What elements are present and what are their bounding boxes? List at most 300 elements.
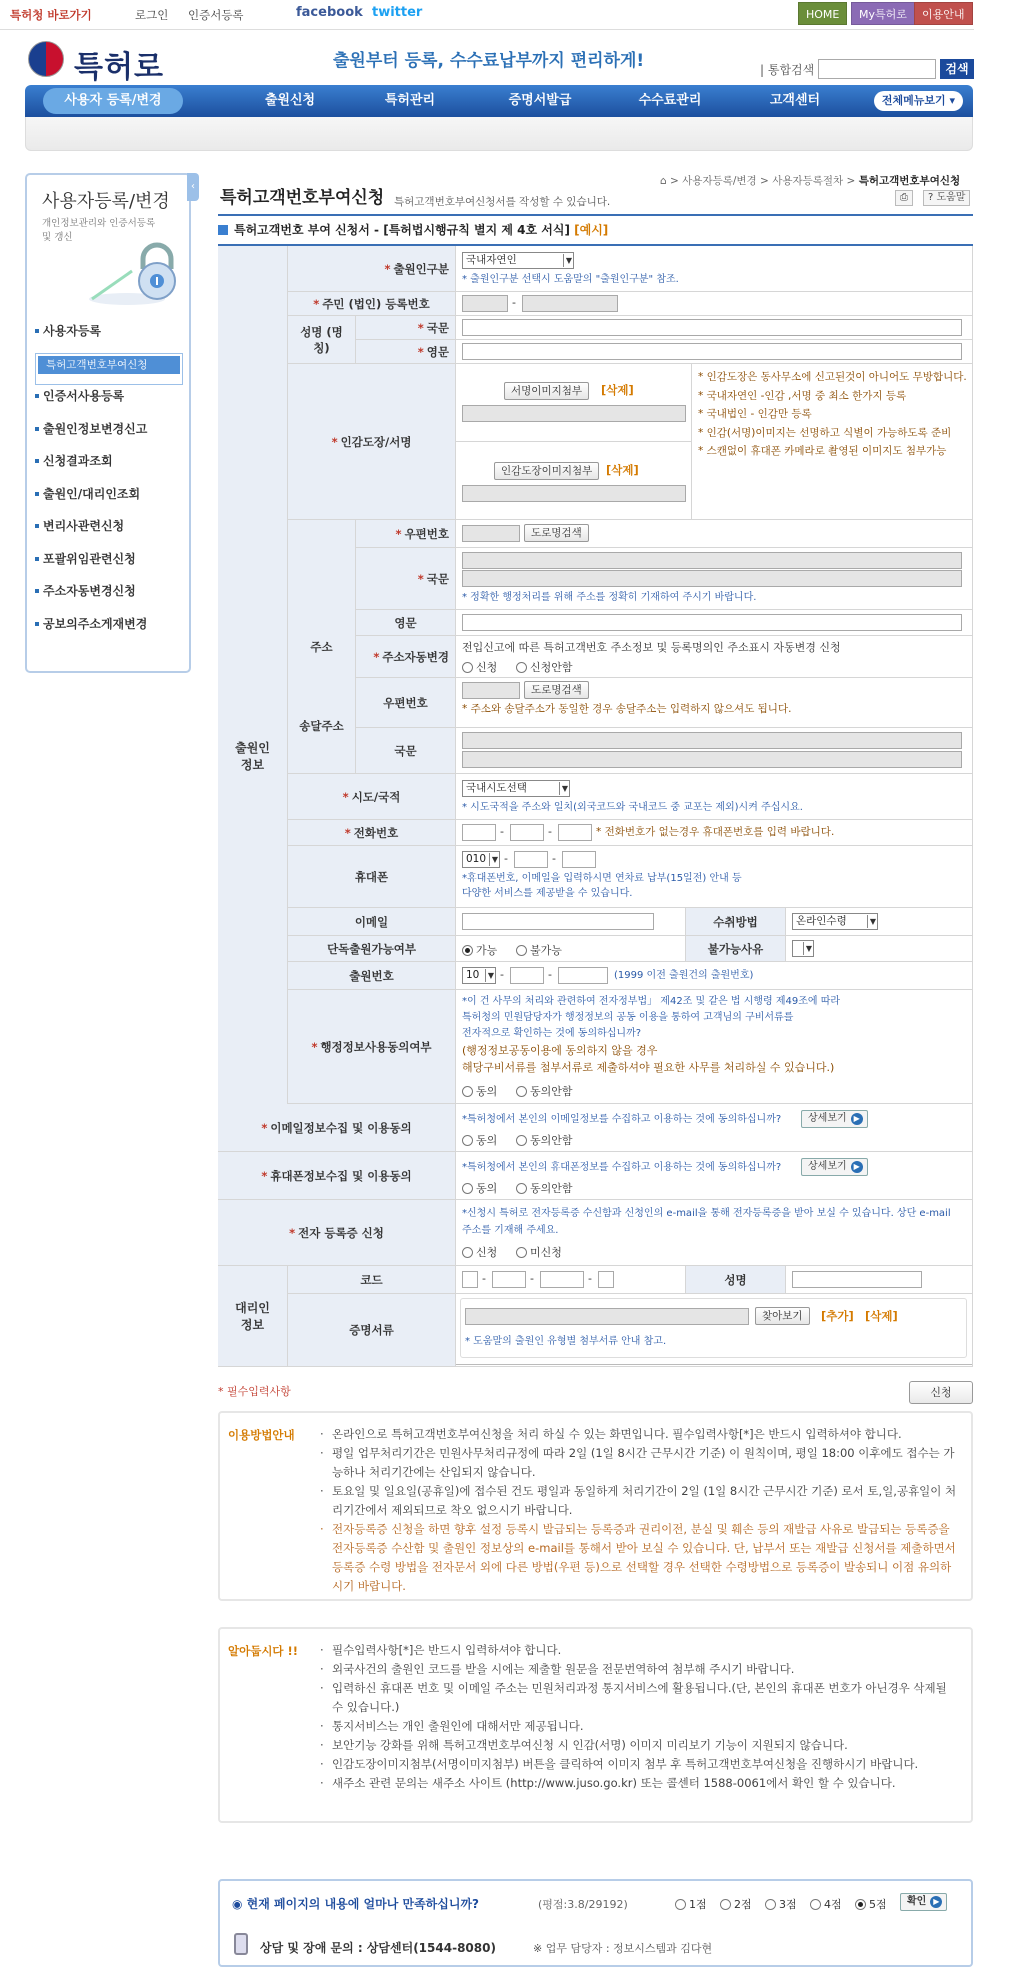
label-text: 불가능사유 xyxy=(707,941,764,956)
app-no-year-input[interactable] xyxy=(510,967,544,984)
list-item: · 외국사건의 출원인 코드를 받을 시에는 제출할 원문을 전문번역하여 첨부해 주시기 바랍니다. xyxy=(320,1660,960,1679)
required-note: * 필수입력사항 xyxy=(218,1385,291,1398)
rating-3-radio[interactable] xyxy=(765,1896,797,1912)
applicant-type-note: * 출원인구분 선택시 도움말의 "출원인구분" 참조. xyxy=(462,274,679,285)
auto-change-not-apply-radio[interactable] xyxy=(516,659,573,675)
cert-register-label[interactable]: 인증서등록 xyxy=(188,8,244,22)
radio-icon[interactable] xyxy=(720,1899,731,1910)
rating-2-radio[interactable] xyxy=(720,1896,752,1912)
radio-label: 1점 xyxy=(689,1898,707,1911)
email-consent-label: * 이메일정보수집 및 이용동의 xyxy=(218,1104,456,1152)
agent-doc-note: * 도움말의 출원인 유형별 첨부서류 안내 참고. xyxy=(465,1336,667,1347)
label-text: 국문 xyxy=(426,571,449,586)
arrow-right-icon: ▶ xyxy=(851,1113,863,1125)
admin-info-warn-line: (행정정보공동이용에 동의하지 않을 경우 xyxy=(462,1044,658,1057)
auto-change-desc: 전입신고에 따른 특허고객번호 주소정보 및 등록명의인 주소표시 자동변경 신청 xyxy=(462,641,841,654)
sidebar-item-user-register[interactable]: 사용자등록 xyxy=(35,320,183,353)
agent-doc-path xyxy=(465,1308,749,1325)
agent-code-input-2[interactable] xyxy=(492,1271,526,1288)
login-link[interactable] xyxy=(135,7,168,23)
phone-input-3[interactable] xyxy=(558,824,592,841)
admin-info-line: 전자적으로 확인하는 것에 동의하십니까? xyxy=(462,1028,642,1039)
applicant-type-cell xyxy=(456,246,973,292)
email-consent-text: *특허청에서 본인의 이메일정보를 수집하고 이용하는 것에 동의하십니까? xyxy=(462,1114,782,1125)
admin-info-cell xyxy=(456,990,973,1104)
search-label-text: 통합검색 xyxy=(767,63,815,77)
radio-icon[interactable] xyxy=(462,662,473,673)
mailing-road-search-button[interactable]: 도로명검색 xyxy=(524,681,589,699)
email-agree-radio[interactable] xyxy=(462,1132,497,1148)
gnb-application[interactable]: 출원신청 xyxy=(264,93,316,108)
agent-doc-cell xyxy=(456,1294,973,1367)
usage-guide-title: 이용방법안내 xyxy=(228,1428,295,1442)
mobile-disagree-radio[interactable] xyxy=(516,1180,573,1196)
satisfaction-question xyxy=(232,1895,479,1912)
email-disagree-radio[interactable] xyxy=(516,1132,573,1148)
radio-icon[interactable] xyxy=(516,662,527,673)
mobile-consent-cell xyxy=(456,1152,973,1200)
mobile-note-line: *휴대폰번호, 이메일을 입력하시면 연차료 납부(15일전) 안내 등 xyxy=(462,873,742,884)
agent-code-label xyxy=(288,1266,456,1294)
address-kr-cell xyxy=(456,548,973,610)
email-cell xyxy=(456,908,686,936)
radio-label: 2점 xyxy=(734,1898,752,1911)
dash: - xyxy=(500,968,504,981)
admin-agree-radio[interactable] xyxy=(462,1083,497,1099)
label-text: 휴대폰정보수집 및 이용동의 xyxy=(270,1168,412,1183)
help-button[interactable]: ? 도움말 xyxy=(923,190,970,206)
radio-label: 미신청 xyxy=(530,1246,562,1259)
print-icon[interactable]: ⎙ xyxy=(895,190,913,206)
phone-input-1[interactable] xyxy=(462,824,496,841)
breadcrumb-item[interactable]: 사용자등록절차 xyxy=(772,175,844,187)
dash: - xyxy=(588,1272,592,1285)
seal-note: * 국내법인 - 인감만 등록 xyxy=(698,408,812,420)
admin-disagree-radio[interactable] xyxy=(516,1083,573,1099)
phone-input-2[interactable] xyxy=(510,824,544,841)
radio-label: 가능 xyxy=(476,944,498,957)
seal-image-path xyxy=(462,485,686,502)
rating-1-radio[interactable] xyxy=(675,1896,707,1912)
list-item: · 평일 업무처리기간은 민원사무처리규정에 따라 2일 (1일 8시간 근무시간 기준) 이 원칙이며, 평일 18:00 이후에도 접수는 가능하나 처리기간에는 산입되지 않습니다. xyxy=(320,1444,960,1482)
mobile-input-2[interactable] xyxy=(514,851,548,868)
sidebar-item-cert-use[interactable]: 인증서사용등록 xyxy=(35,385,183,418)
list-item: · 새주소 관련 문의는 새주소 사이트 (http://www.juso.go.kr) 또는 콜센터 1588-0061에서 확인 할 수 있습니다. xyxy=(320,1774,960,1793)
applicant-type-label: * 출원인구분 xyxy=(288,246,456,292)
notice-title: 알아둡시다 !! xyxy=(228,1644,299,1658)
radio-icon[interactable] xyxy=(675,1899,686,1910)
app-no-cell xyxy=(456,962,973,990)
agent-doc-delete-link[interactable]: [삭제] xyxy=(865,1309,898,1323)
radio-icon[interactable] xyxy=(516,1135,527,1146)
search-button[interactable]: 검색 xyxy=(940,59,974,79)
sidebar-item-attorney[interactable]: 변리사관련신청 xyxy=(35,515,183,548)
sign-image-attach-button[interactable]: 서명이미지첨부 xyxy=(504,382,589,400)
label-text: 주민 (법인) 등록번호 xyxy=(322,296,430,311)
impossible-reason-label xyxy=(686,936,786,962)
label-text: 행정정보사용동의여부 xyxy=(320,1039,432,1054)
sign-image-path xyxy=(462,405,686,422)
name-en-label: * 영문 xyxy=(356,340,456,364)
breadcrumb-current: 특허고객번호부여신청 xyxy=(858,175,961,187)
arrow-right-icon: ▶ xyxy=(851,1161,863,1173)
mobile-prefix-select[interactable]: 010 ▼ xyxy=(462,851,500,868)
auto-change-label: * 주소자동변경 xyxy=(356,636,456,678)
radio-label: 동의안함 xyxy=(530,1182,573,1195)
detail-label: 상세보기 xyxy=(808,1113,847,1124)
breadcrumb: ⌂ > 사용자등록/변경 > 사용자등록절차 > 특허고객번호부여신청 xyxy=(660,175,961,187)
sign-image-delete-link[interactable]: [삭제] xyxy=(601,383,634,397)
sidebar-collapse-button[interactable] xyxy=(187,173,199,201)
resident-no-front-input[interactable] xyxy=(462,295,508,312)
mobile-consent-text: *특허청에서 본인의 휴대폰정보를 수집하고 이용하는 것에 동의하십니까? xyxy=(462,1162,782,1173)
radio-label: 신청안함 xyxy=(530,661,573,674)
confirm-label: 확인 xyxy=(907,1896,927,1907)
agent-code-input-3[interactable] xyxy=(540,1271,584,1288)
email-input[interactable] xyxy=(462,913,654,930)
radio-icon[interactable] xyxy=(810,1899,821,1910)
email-label xyxy=(288,908,456,936)
region-select[interactable]: 국내시도선택 ▼ xyxy=(462,780,570,797)
receive-method-label xyxy=(686,908,786,936)
app-no-prefix-select[interactable]: 10 ▼ xyxy=(462,967,496,984)
dash: - xyxy=(500,825,504,838)
app-no-label xyxy=(288,962,456,990)
label-text: 출원인구분 xyxy=(393,261,449,276)
radio-icon[interactable] xyxy=(462,1086,473,1097)
seal-notes-cell xyxy=(692,364,973,520)
page-description: 특허고객번호부여신청서를 작성할 수 있습니다. xyxy=(394,196,611,208)
notice-list xyxy=(320,1641,960,1793)
address-kr-input-2[interactable] xyxy=(462,570,962,587)
impossible-reason-select[interactable] xyxy=(792,940,814,957)
radio-label: 동의안함 xyxy=(530,1085,573,1098)
ecert-apply-radio[interactable] xyxy=(462,1244,497,1260)
search-label: | 통합검색 xyxy=(760,63,815,77)
name-en-cell xyxy=(456,340,973,364)
admin-info-label: * 행정정보사용동의여부 xyxy=(288,990,456,1104)
label-text: 휴대폰 xyxy=(354,869,389,884)
label-text: 주소자동변경 xyxy=(382,649,449,664)
breadcrumb-item[interactable]: 사용자등록/변경 xyxy=(682,175,757,187)
kipo-shortcut-link[interactable]: 특허청 바로가기 xyxy=(10,8,92,22)
group-label: 대리인 정보 xyxy=(235,1301,270,1332)
rating-confirm-button[interactable] xyxy=(900,1893,947,1911)
list-item: · 온라인으로 특허고객번호부여신청을 처리 하실 수 있는 화면입니다. 필수입력사항[*]은 반드시 입력하셔야 합니다. xyxy=(320,1425,960,1444)
mobile-agree-radio[interactable] xyxy=(462,1180,497,1196)
agent-doc-label xyxy=(288,1294,456,1367)
label-text: 국문 xyxy=(426,320,449,335)
label-text: 전자 등록증 신청 xyxy=(298,1225,384,1240)
satisfaction-score: (평점:3.8/29192) xyxy=(538,1898,628,1911)
region-cell xyxy=(456,774,973,820)
agent-code-input-4[interactable] xyxy=(598,1271,614,1288)
auto-change-apply-radio[interactable] xyxy=(462,659,497,675)
sole-label xyxy=(288,936,456,962)
cert-register-link[interactable] xyxy=(188,7,244,23)
radio-icon[interactable] xyxy=(462,945,473,956)
dash: - xyxy=(482,1272,486,1285)
ecert-not-apply-radio[interactable] xyxy=(516,1244,562,1260)
email-consent-detail-button[interactable] xyxy=(801,1110,868,1128)
home-button[interactable]: HOME xyxy=(798,2,847,25)
radio-icon[interactable] xyxy=(516,1183,527,1194)
twitter-link[interactable]: twitter xyxy=(372,5,423,20)
radio-icon[interactable] xyxy=(516,1086,527,1097)
label-text: 코드 xyxy=(360,1272,383,1287)
address-kr-note: * 정확한 행정처리를 위해 주소를 정확히 기재하여 주시기 바랍니다. xyxy=(462,592,757,603)
padlock-icon xyxy=(87,241,183,307)
name-en-input[interactable] xyxy=(462,343,962,360)
list-item: · 보안기능 강화를 위해 특허고객번호부여신청 시 인감(서명) 이미지 미리보기 기능이 지원되지 않습니다. xyxy=(320,1736,960,1755)
radio-label: 신청 xyxy=(476,1246,498,1259)
page-title: 특허고객번호부여신청 xyxy=(220,188,385,208)
mailing-kr-cell xyxy=(456,728,973,774)
phone-cell xyxy=(456,820,973,846)
list-item: · 필수입력사항[*]은 반드시 입력하셔야 합니다. xyxy=(320,1641,960,1660)
sidebar-item-gazette-address[interactable]: 공보의주소게재변경 xyxy=(35,613,183,646)
list-item: · 토요일 및 일요일(공휴일)에 접수된 건도 평일과 동일하게 처리기간이 2일 (1일 8시간 근무시간 기준) 로서 토,일,공휴일이 처리기간에서 제외되므로 착오 없으시기 바랍니다. xyxy=(320,1482,960,1520)
label-text: 이메일정보수집 및 이용동의 xyxy=(270,1120,412,1135)
app-no-serial-input[interactable] xyxy=(558,967,608,984)
mobile-input-3[interactable] xyxy=(562,851,596,868)
radio-label: 5점 xyxy=(869,1898,887,1911)
agent-code-cell xyxy=(456,1266,686,1294)
notice-box xyxy=(218,1627,973,1823)
seal-image-attach-button[interactable]: 인감도장이미지첨부 xyxy=(494,462,599,480)
auto-change-cell xyxy=(456,636,973,678)
name-label xyxy=(288,316,356,364)
seal-image-delete-link[interactable]: [삭제] xyxy=(606,463,639,477)
mailing-zip-cell xyxy=(456,678,973,728)
zip-input[interactable] xyxy=(462,525,520,542)
agent-doc-box xyxy=(460,1298,967,1358)
label-text: 영문 xyxy=(394,615,417,630)
sidebar-item-label[interactable]: 특허고객번호부여신청 xyxy=(38,356,180,374)
mobile-cell xyxy=(456,846,973,908)
resident-no-cell xyxy=(456,292,973,316)
guide-button[interactable]: 이용안내 xyxy=(914,2,973,25)
satisfaction-survey xyxy=(218,1879,973,1967)
resident-no-label: * 주민 (법인) 등록번호 xyxy=(288,292,456,316)
sidebar-item-general-power[interactable]: 포괄위임관련신청 xyxy=(35,548,183,581)
mobile-note-line: 다양한 서비스를 제공받을 수 있습니다. xyxy=(462,888,633,899)
mailing-kr-input-1[interactable] xyxy=(462,732,962,749)
label-text: 증명서류 xyxy=(349,1323,394,1337)
radio-icon[interactable] xyxy=(765,1899,776,1910)
label-text: 국문 xyxy=(394,743,417,758)
mailing-address-label xyxy=(288,678,356,774)
sign-image-cell xyxy=(456,364,692,442)
mobile-note xyxy=(462,871,742,901)
sidebar-item-customer-number[interactable] xyxy=(35,353,183,386)
address-kr-label: * 국문 xyxy=(356,548,456,610)
road-search-button[interactable]: 도로명검색 xyxy=(524,524,589,542)
radio-icon[interactable] xyxy=(855,1899,866,1910)
seal-notes xyxy=(698,368,968,461)
receive-method-select[interactable]: 온라인수령 ▼ xyxy=(792,913,878,930)
agent-doc-add-link[interactable]: [추가] xyxy=(821,1309,854,1323)
bullet-icon xyxy=(218,225,228,235)
detail-label: 상세보기 xyxy=(808,1161,847,1172)
admin-info-line: 특허청의 민원담당자가 행정정보의 공동 이용을 통하여 고객님의 구비서류를 xyxy=(462,1012,794,1023)
impossible-reason-cell xyxy=(786,936,973,962)
label-text: 우편번호 xyxy=(383,695,428,710)
radio-label: 불가능 xyxy=(530,944,562,957)
rating-5-radio[interactable] xyxy=(855,1896,887,1912)
gnb-certificate[interactable]: 증명서발급 xyxy=(508,93,572,108)
address-kr-input-1[interactable] xyxy=(462,552,962,569)
gnb-patent-manage[interactable]: 특허관리 xyxy=(384,93,436,108)
radio-icon[interactable] xyxy=(462,1183,473,1194)
ecert-text xyxy=(462,1205,951,1239)
mobile-consent-label: * 휴대폰정보수집 및 이용동의 xyxy=(218,1152,456,1200)
agent-doc-find-button[interactable]: 찾아보기 xyxy=(755,1307,810,1325)
main-navigation xyxy=(25,85,973,117)
sidebar-item-applicant-change[interactable]: 출원인정보변경신고 xyxy=(35,418,183,451)
sidebar-item-auto-address[interactable]: 주소자동변경신청 xyxy=(35,580,183,613)
chevron-left-icon: ‹ xyxy=(191,181,195,192)
radio-icon[interactable] xyxy=(516,1247,527,1258)
admin-info-text xyxy=(462,994,840,1042)
apply-button[interactable]: 신청 xyxy=(909,1381,973,1404)
staff-info: ※ 업무 담당자 : 정보시스템과 김다현 xyxy=(533,1942,713,1955)
zip-label: * 우편번호 xyxy=(356,520,456,548)
logo-emblem-icon[interactable] xyxy=(28,41,64,77)
usage-guide-box xyxy=(218,1411,973,1601)
radio-label: 동의 xyxy=(476,1085,498,1098)
seal-label: * 인감도장/서명 xyxy=(288,364,456,520)
mailing-kr-label xyxy=(356,728,456,774)
label-text: 단독출원가능여부 xyxy=(327,941,416,956)
gnb-user-register[interactable]: 사용자 등록/변경 xyxy=(43,88,183,114)
list-item: · 전자등록증 신청을 하면 향후 설정 등록시 발급되는 등록증과 권리이전, 분실 및 훼손 등의 재발급 사유로 발급되는 등록증을 전자등록증 수산함 및 출원인 정보상의 e-mail를 통해서 받아 보실 수 있습니다. 단, 납부서 또는 재발급 신청서를 제출하면서 등록증 수령 방법을 전자문서 외에 다른 방법(우편 등)으로 선택할 경우 선택한 수령방법으로 등록증이 발송되니 이점 유의하시기 바랍니다. xyxy=(320,1520,960,1596)
address-en-input[interactable] xyxy=(462,614,962,631)
sole-no-radio[interactable] xyxy=(516,942,562,958)
radio-label: 동의안함 xyxy=(530,1134,573,1147)
label-text: 이메일 xyxy=(354,914,389,929)
usage-guide-list xyxy=(320,1425,960,1596)
sidebar-menu xyxy=(35,320,183,645)
name-kr-label: * 국문 xyxy=(356,316,456,340)
login-label[interactable]: 로그인 xyxy=(135,8,169,22)
address-en-label xyxy=(356,610,456,636)
home-icon[interactable]: ⌂ xyxy=(660,175,667,187)
search-input[interactable] xyxy=(818,59,936,79)
label-text: 영문 xyxy=(426,344,449,359)
mailing-zip-label xyxy=(356,678,456,728)
facebook-link[interactable]: facebook xyxy=(296,5,363,20)
title-divider xyxy=(218,214,973,216)
radio-label: 동의 xyxy=(476,1134,498,1147)
mailing-kr-input-2[interactable] xyxy=(462,751,962,768)
mobile-consent-detail-button[interactable] xyxy=(801,1158,868,1176)
gnb-fee-manage[interactable]: 수수료관리 xyxy=(638,93,702,108)
radio-icon[interactable] xyxy=(462,1247,473,1258)
email-consent-cell xyxy=(456,1104,973,1152)
target-icon: ◉ xyxy=(232,1897,243,1911)
app-no-note: (1999 이전 출원건의 출원번호) xyxy=(614,970,754,981)
ecert-cell xyxy=(456,1200,973,1266)
agent-name-cell xyxy=(786,1266,973,1294)
label-text: 인감도장/서명 xyxy=(340,434,412,449)
chevron-down-icon: ▾ xyxy=(949,94,955,107)
admin-info-line: *이 건 사무의 처리와 관련하여 전자정부법」 제42조 및 같은 법 시행령 제49조에 따라 xyxy=(462,996,841,1007)
list-item: · 입력하신 휴대폰 번호 및 이메일 주소는 민원처리과정 통지서비스에 활용됩니다.(단, 본인의 휴대폰 번호가 아닌경우 삭제될 수 있습니다.) xyxy=(320,1679,960,1717)
agent-code-input-1[interactable] xyxy=(462,1271,478,1288)
seal-image-cell xyxy=(456,442,692,520)
agent-name-label xyxy=(686,1266,786,1294)
seal-note: * 국내자연인 -인감 ,서명 중 최소 한가지 등록 xyxy=(698,389,907,402)
label-text: 출원번호 xyxy=(349,968,394,983)
my-patent-button[interactable]: My특허로 xyxy=(851,2,915,25)
top-utility-bar xyxy=(0,0,974,30)
ecert-line: *신청시 특허로 전자등록증 수신함과 신청인의 e-mail을 통해 전자등록증을 받아 보실 수 있습니다. 상단 e-mail xyxy=(462,1208,951,1219)
rating-4-radio[interactable] xyxy=(810,1896,842,1912)
phone-label: * 전화번호 xyxy=(288,820,456,846)
group-label: 출원인 정보 xyxy=(235,740,270,772)
label-text: 우편번호 xyxy=(404,526,449,541)
resident-no-back-input[interactable] xyxy=(522,295,618,312)
site-logo[interactable]: 특허로 xyxy=(74,50,164,85)
applicant-type-select[interactable]: 국내자연인 ▼ xyxy=(462,252,574,269)
mailing-note: * 주소와 송달주소가 동일한 경우 송달주소는 입력하지 않으셔도 됩니다. xyxy=(462,703,792,715)
example-link[interactable]: [예시] xyxy=(574,223,609,237)
label-text: 성명 (명칭) xyxy=(300,324,343,355)
label-text: 시도/국적 xyxy=(351,789,401,804)
sidebar-item-applicant-search[interactable]: 출원인/대리인조회 xyxy=(35,483,183,516)
zip-cell xyxy=(456,520,973,548)
agent-name-input[interactable] xyxy=(792,1271,922,1288)
label-text: 수취방법 xyxy=(713,914,758,929)
mobile-label xyxy=(288,846,456,908)
seal-note: * 인감도장은 동사무소에 신고된것이 아니어도 무방합니다. xyxy=(698,371,967,383)
sidebar-item-result[interactable]: 신청결과조회 xyxy=(35,450,183,483)
sole-cell xyxy=(456,936,686,962)
radio-label: 4점 xyxy=(824,1898,842,1911)
question-text: 현재 페이지의 내용에 얼마나 만족하십니까? xyxy=(246,1897,480,1911)
sub-navigation-bar xyxy=(25,117,973,151)
label-text: 성명 xyxy=(724,1272,747,1287)
label-text: 전화번호 xyxy=(353,825,399,840)
phone-note: * 전화번호가 없는경우 휴대폰번호를 입력 바랍니다. xyxy=(596,826,835,838)
mailing-zip-input[interactable] xyxy=(462,682,520,699)
seal-note: * 스캔없이 휴대폰 카메라로 촬영된 이미지도 첨부가능 xyxy=(698,445,947,457)
region-note: * 시도국적을 주소와 일치(외국코드와 국내코드 중 교포는 제외)시켜 주십시요. xyxy=(462,802,803,813)
receive-method-cell xyxy=(786,908,973,936)
region-label: * 시도/국적 xyxy=(288,774,456,820)
header-slogan: 출원부터 등록, 수수료납부까지 편리하게! xyxy=(333,51,645,71)
name-kr-input[interactable] xyxy=(462,319,962,336)
form-title-text: 특허고객번호 부여 신청서 - [특허법시행규칙 별지 제 4호 서식] xyxy=(234,223,570,237)
radio-icon[interactable] xyxy=(516,945,527,956)
gnb-customer-center[interactable]: 고객센터 xyxy=(769,93,821,108)
address-en-cell xyxy=(456,610,973,636)
arrow-right-icon: ▶ xyxy=(930,1896,942,1908)
all-menu-label: 전체메뉴보기 xyxy=(881,94,946,107)
admin-info-warn-line: 해당구비서류를 첨부서류로 제출하셔야 필요한 사무를 처리하실 수 있습니다.) xyxy=(462,1061,835,1074)
ecert-line: 주소를 기재해 주세요. xyxy=(462,1225,559,1236)
sidebar-title: 사용자등록/변경 xyxy=(42,191,170,212)
radio-label: 신청 xyxy=(476,661,498,674)
all-menu-button[interactable] xyxy=(874,91,963,111)
sole-yes-radio[interactable] xyxy=(462,942,497,958)
radio-icon[interactable] xyxy=(462,1135,473,1146)
radio-label: 동의 xyxy=(476,1182,498,1195)
dash: - xyxy=(512,296,516,309)
dash: - xyxy=(530,1272,534,1285)
ecert-label: * 전자 등록증 신청 xyxy=(218,1200,456,1266)
